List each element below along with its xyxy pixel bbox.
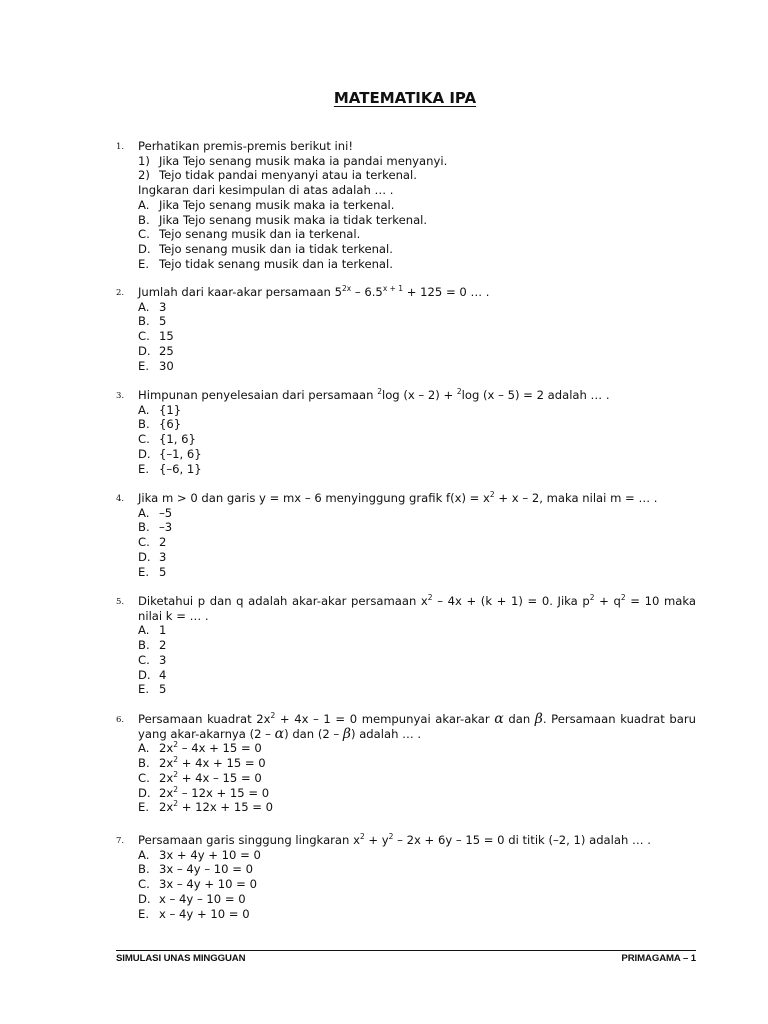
exponent: 2x: [341, 284, 352, 293]
answer-option[interactable]: [138, 668, 696, 683]
option-label: B.: [138, 417, 150, 432]
stem-text: + q: [594, 594, 621, 608]
page-title: MATEMATIKA IPA: [333, 89, 477, 107]
answer-option[interactable]: [138, 329, 696, 344]
answer-option[interactable]: [138, 877, 696, 892]
answer-option[interactable]: [138, 741, 696, 756]
exponent: 2: [620, 593, 626, 602]
question-prompt: Ingkaran dari kesimpulan di atas adalah … .: [138, 183, 394, 198]
option-label: D.: [138, 667, 151, 682]
option-text: $2x^2 - 12x + 15 = 0$: [159, 784, 270, 800]
option-label: B.: [138, 638, 150, 653]
log-base: 2: [377, 387, 382, 396]
question-6: [116, 712, 696, 815]
option-text: Tejo senang musik dan ia tidak terkenal.: [159, 241, 393, 256]
stem-text: Jumlah dari kaar-akar persamaan 5: [138, 285, 342, 299]
stem-text: + y: [364, 833, 389, 847]
answer-option[interactable]: [138, 565, 696, 580]
option-label: C.: [138, 432, 150, 447]
answer-option[interactable]: [138, 892, 696, 907]
option-text: 3x – 4y + 10 = 0: [159, 877, 257, 892]
option-text: Tejo tidak senang musik dan ia terkenal.: [159, 256, 393, 271]
option-text: 5: [159, 564, 167, 579]
question-number: 6.: [116, 715, 125, 725]
option-text: 2: [159, 535, 167, 550]
stem-text: log (x – 2) +: [381, 388, 457, 402]
option-label: A.: [138, 402, 150, 417]
option-label: B.: [138, 756, 150, 771]
alpha-symbol: α: [274, 725, 285, 742]
option-label: B.: [138, 212, 150, 227]
exponent: 2: [270, 711, 276, 720]
stem-text: Persamaan kuadrat 2x: [138, 712, 271, 726]
option-label: E.: [138, 564, 150, 579]
option-text: 5: [159, 314, 167, 329]
question-number: 7.: [116, 836, 125, 846]
option-label: D.: [138, 343, 151, 358]
exponent: x + 1: [382, 284, 404, 293]
answer-option[interactable]: [138, 862, 696, 877]
stem-text: + x – 2, maka nilai m = … .: [494, 491, 658, 505]
answer-option[interactable]: [138, 786, 696, 801]
stem-text: – 4x + (k + 1) = 0. Jika p: [432, 594, 590, 608]
answer-option[interactable]: [138, 800, 696, 815]
question-number: 3.: [116, 391, 125, 401]
answer-option[interactable]: [138, 432, 696, 447]
footer-left: SIMULASI UNAS MINGGUAN: [116, 953, 246, 964]
premise-text: Jika Tejo senang musik maka ia pandai menyanyi.: [159, 153, 448, 168]
answer-option[interactable]: [138, 907, 696, 922]
question-stem: Perhatikan premis-premis berikut ini!: [138, 139, 353, 153]
question-number: 4.: [116, 494, 125, 504]
question-stem: [138, 491, 696, 506]
exponent: 2: [427, 593, 433, 602]
option-text: Jika Tejo senang musik maka ia terkenal.: [159, 197, 395, 212]
question-7: [116, 833, 696, 921]
option-label: D.: [138, 446, 151, 461]
stem-text: dan: [503, 712, 535, 726]
option-text: $2x^2 + 12x + 15 = 0$: [159, 799, 274, 815]
premise-label: 1): [138, 153, 150, 168]
option-label: E.: [138, 800, 150, 815]
premise-label: 2): [138, 168, 150, 183]
option-text: –3: [159, 520, 173, 535]
option-label: A.: [138, 847, 150, 862]
answer-option[interactable]: [138, 403, 696, 418]
option-text: 2: [159, 638, 167, 653]
stem-text: . Persamaan kuadrat baru yang akar-akarnya (2 –: [138, 712, 696, 741]
answer-option[interactable]: [138, 653, 696, 668]
question-number: 5.: [116, 597, 125, 607]
footer-page-number: PRIMAGAMA – 1: [621, 953, 696, 964]
option-label: B.: [138, 862, 150, 877]
option-label: E.: [138, 256, 150, 271]
option-text: 3: [159, 549, 167, 564]
option-text: 15: [159, 329, 174, 344]
premise-text: Tejo tidak pandai menyanyi atau ia terkenal.: [159, 168, 417, 183]
question-stem: [138, 712, 696, 741]
answer-option[interactable]: [138, 520, 696, 535]
option-text: 1: [159, 623, 167, 638]
question-3: [116, 388, 696, 476]
question-number: 1.: [116, 142, 125, 152]
question-stem: [138, 833, 696, 848]
stem-text: – 2x + 6y – 15 = 0 di titik (–2, 1) adalah … .: [393, 833, 651, 847]
stem-text: + 4x – 1 = 0 mempunyai akar-akar: [275, 712, 495, 726]
question-5: [116, 594, 696, 697]
option-label: E.: [138, 358, 150, 373]
option-text: 5: [159, 682, 167, 697]
question-number: 2.: [116, 288, 125, 298]
option-text: $2x^2 - 4x + 15 = 0$: [159, 740, 262, 756]
answer-option[interactable]: [138, 550, 696, 565]
stem-text: Diketahui p dan q adalah akar-akar persamaan x: [138, 594, 428, 608]
option-text: 30: [159, 358, 174, 373]
log-base: 2: [456, 387, 462, 396]
option-label: C.: [138, 652, 150, 667]
option-label: D.: [138, 241, 151, 256]
option-label: D.: [138, 549, 151, 564]
stem-text: Persamaan garis singgung lingkaran x: [138, 833, 360, 847]
answer-option[interactable]: [138, 462, 696, 477]
answer-option[interactable]: [138, 756, 696, 771]
exponent: 2: [388, 832, 394, 841]
exponent: 2: [359, 832, 365, 841]
option-label: B.: [138, 520, 150, 535]
option-label: A.: [138, 741, 150, 756]
option-label: E.: [138, 682, 150, 697]
answer-option[interactable]: [138, 242, 696, 257]
stem-text: log (x – 5) = 2 adalah … .: [461, 388, 610, 402]
option-text: {1, 6}: [159, 432, 196, 447]
stem-text: Jika m > 0 dan garis y = mx – 6 menyinggung grafik f(x) = x: [138, 491, 490, 505]
exponent: 2: [489, 490, 495, 499]
option-text: Jika Tejo senang musik maka ia tidak terkenal.: [159, 212, 428, 227]
option-text: x – 4y + 10 = 0: [159, 906, 250, 921]
option-text: {6}: [159, 417, 182, 432]
answer-option[interactable]: [138, 198, 696, 213]
alpha-symbol: α: [494, 711, 504, 727]
option-text: $2x^2 + 4x + 15 = 0$: [159, 755, 266, 771]
option-label: D.: [138, 785, 151, 800]
question-1: [116, 139, 696, 271]
option-text: 3: [159, 652, 167, 667]
answer-option[interactable]: [138, 447, 696, 462]
option-label: B.: [138, 314, 150, 329]
stem-text: = 10 maka nilai k = … .: [138, 594, 697, 623]
question-2: [116, 285, 696, 373]
beta-symbol: β: [342, 725, 351, 742]
answer-option[interactable]: [138, 417, 696, 432]
option-label: C.: [138, 329, 150, 344]
option-text: {–6, 1}: [159, 461, 202, 476]
premise-item: [138, 168, 696, 183]
option-label: E.: [138, 461, 150, 476]
option-label: A.: [138, 299, 150, 314]
option-label: E.: [138, 906, 150, 921]
option-text: –5: [159, 505, 173, 520]
option-label: C.: [138, 227, 150, 242]
option-label: D.: [138, 891, 151, 906]
answer-option[interactable]: [138, 227, 696, 242]
answer-option[interactable]: [138, 848, 696, 863]
answer-option[interactable]: [138, 638, 696, 653]
option-label: C.: [138, 535, 150, 550]
option-label: A.: [138, 505, 150, 520]
exponent: 2: [589, 593, 595, 602]
option-label: C.: [138, 877, 150, 892]
answer-option[interactable]: [138, 213, 696, 228]
answer-option[interactable]: [138, 359, 696, 374]
option-text: 25: [159, 343, 174, 358]
option-text: {1}: [159, 402, 182, 417]
footer-divider: [116, 950, 696, 951]
answer-option[interactable]: [138, 300, 696, 315]
stem-text: + 125 = 0 … .: [403, 285, 490, 299]
premise-item: [138, 154, 696, 169]
answer-option[interactable]: [138, 535, 696, 550]
answer-option[interactable]: [138, 771, 696, 786]
answer-option[interactable]: [138, 506, 696, 521]
question-4: [116, 491, 696, 579]
answer-option[interactable]: [138, 314, 696, 329]
option-text: {–1, 6}: [159, 446, 202, 461]
option-text: 4: [159, 667, 167, 682]
question-stem: [138, 388, 696, 403]
option-label: A.: [138, 197, 150, 212]
option-text: 3x + 4y + 10 = 0: [159, 847, 261, 862]
beta-symbol: β: [534, 711, 543, 727]
stem-text: ) adalah … .: [350, 726, 422, 741]
option-label: C.: [138, 770, 150, 785]
option-label: A.: [138, 623, 150, 638]
option-text: 3: [159, 299, 167, 314]
question-stem: [138, 285, 696, 300]
answer-option[interactable]: [138, 623, 696, 638]
option-text: Tejo senang musik dan ia terkenal.: [159, 227, 361, 242]
answer-option[interactable]: [138, 682, 696, 697]
stem-text: – 6.5: [351, 285, 383, 299]
stem-text: ) dan (2 –: [284, 726, 343, 741]
option-text: x – 4y – 10 = 0: [159, 891, 246, 906]
option-text: 3x – 4y – 10 = 0: [159, 862, 254, 877]
option-text: $2x^2 + 4x - 15 = 0$: [159, 769, 262, 785]
question-stem: [138, 594, 696, 623]
stem-text: Himpunan penyelesaian dari persamaan: [138, 388, 378, 402]
answer-option[interactable]: [138, 257, 696, 272]
answer-option[interactable]: [138, 344, 696, 359]
